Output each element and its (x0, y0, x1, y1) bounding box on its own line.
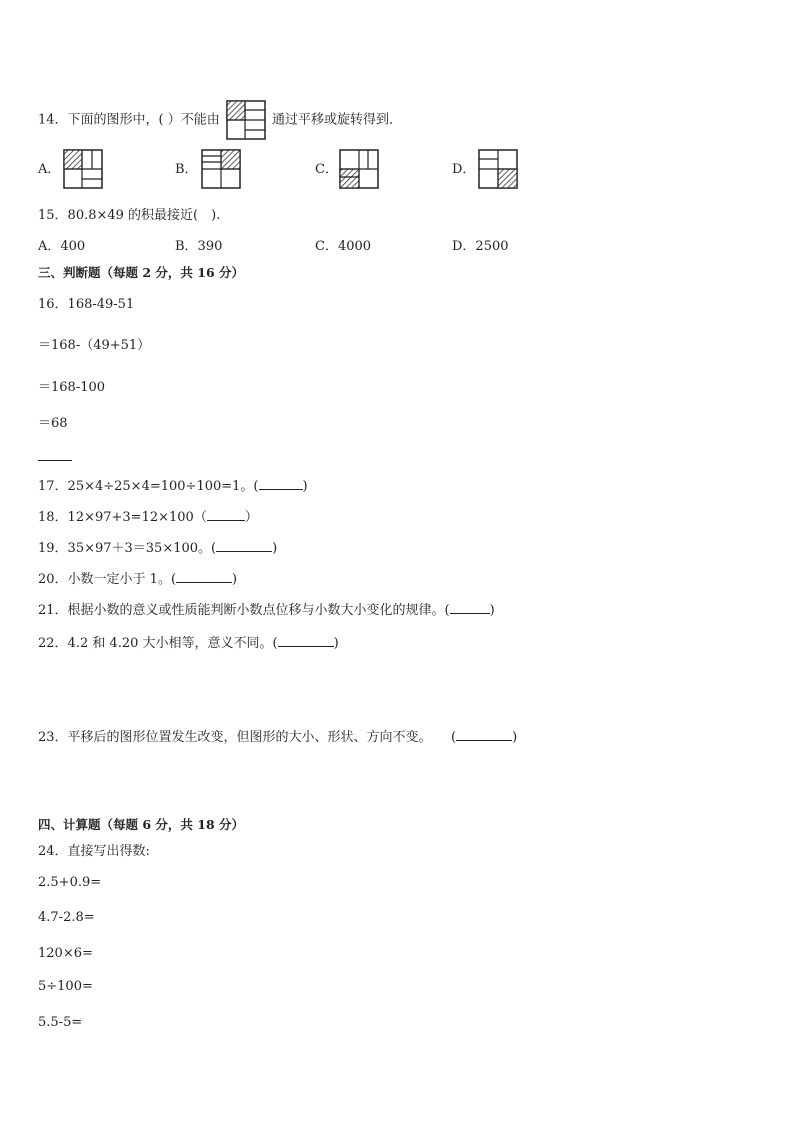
q16-line-1: 16．168-49-51 (38, 297, 135, 312)
q14-stem (38, 100, 402, 140)
q21 (38, 603, 495, 619)
q14-option-c-figure (339, 149, 379, 189)
q17-text: 17．25×4÷25×4=100÷100=1。( (38, 479, 259, 494)
q18-close: ） (244, 510, 258, 525)
q22 (38, 636, 339, 652)
q15-option-a: A．400 (38, 239, 86, 254)
q23-text: 23．平移后的图形位置发生改变，但图形的大小、形状、方向不变。 ( (38, 730, 457, 745)
q19-answer-blank[interactable] (216, 541, 272, 552)
q14-option-b-figure (201, 149, 241, 189)
q16-answer-blank[interactable] (38, 460, 72, 461)
q16-line-3: ＝168-100 (38, 380, 106, 395)
q24-item-3: 120×6= (38, 946, 93, 961)
q15-option-d: D．2500 (452, 239, 509, 254)
q17-close: ) (302, 479, 308, 494)
q24-item-5: 5.5-5= (38, 1015, 83, 1030)
q20 (38, 572, 237, 588)
q23-close: ) (512, 730, 518, 745)
q18-answer-blank[interactable] (207, 510, 245, 521)
q17-answer-blank[interactable] (259, 479, 303, 490)
q20-text: 20．小数一定小于 1。( (38, 572, 177, 587)
q18-text: 18．12×97+3=12×100（ (38, 510, 207, 525)
q14-stem-after: 通过平移或旋转得到． (272, 112, 403, 128)
q22-answer-blank[interactable] (278, 636, 334, 647)
q23 (38, 730, 517, 746)
q14-option-a-figure (63, 149, 103, 189)
q21-answer-blank[interactable] (450, 603, 490, 614)
q17 (38, 479, 308, 495)
q14-option-a-label: A． (38, 162, 61, 177)
q16-line-2: ＝168-（49+51） (38, 338, 151, 353)
q24-item-1: 2.5+0.9= (38, 875, 102, 890)
q20-answer-blank[interactable] (176, 572, 232, 583)
q18 (38, 510, 258, 526)
q23-answer-blank[interactable] (456, 730, 512, 741)
q15-option-c: C．4000 (315, 239, 372, 254)
q24-stem: 24．直接写出得数: (38, 844, 150, 859)
q24-item-4: 5÷100= (38, 979, 93, 994)
q20-close: ) (232, 572, 238, 587)
q19-text: 19．35×97＋3＝35×100。( (38, 541, 217, 556)
q22-text: 22．4.2 和 4.20 大小相等，意义不同。( (38, 636, 278, 651)
q14-option-b-label: B． (175, 162, 198, 177)
section-4-heading: 四、计算题（每题 6 分，共 18 分） (38, 817, 245, 832)
q19 (38, 541, 277, 557)
q21-text: 21．根据小数的意义或性质能判断小数点位移与小数大小变化的规律。( (38, 603, 450, 618)
q16-line-4: ＝68 (38, 416, 68, 431)
q22-close: ) (333, 636, 339, 651)
q14-option-d-label: D． (452, 162, 476, 177)
q15-option-b: B．390 (175, 239, 223, 254)
q14-reference-figure (226, 100, 266, 140)
q14-option-c-label: C． (315, 162, 338, 177)
q19-close: ) (272, 541, 278, 556)
section-3-heading: 三、判断题（每题 2 分，共 16 分） (38, 265, 245, 280)
q21-close: ) (489, 603, 495, 618)
q14-stem-before: 14．下面的图形中，( ）不能由 (38, 112, 220, 128)
q24-item-2: 4.7-2.8= (38, 910, 95, 925)
q15-stem: 15．80.8×49 的积最接近( ). (38, 208, 221, 223)
q14-option-d-figure (478, 149, 518, 189)
